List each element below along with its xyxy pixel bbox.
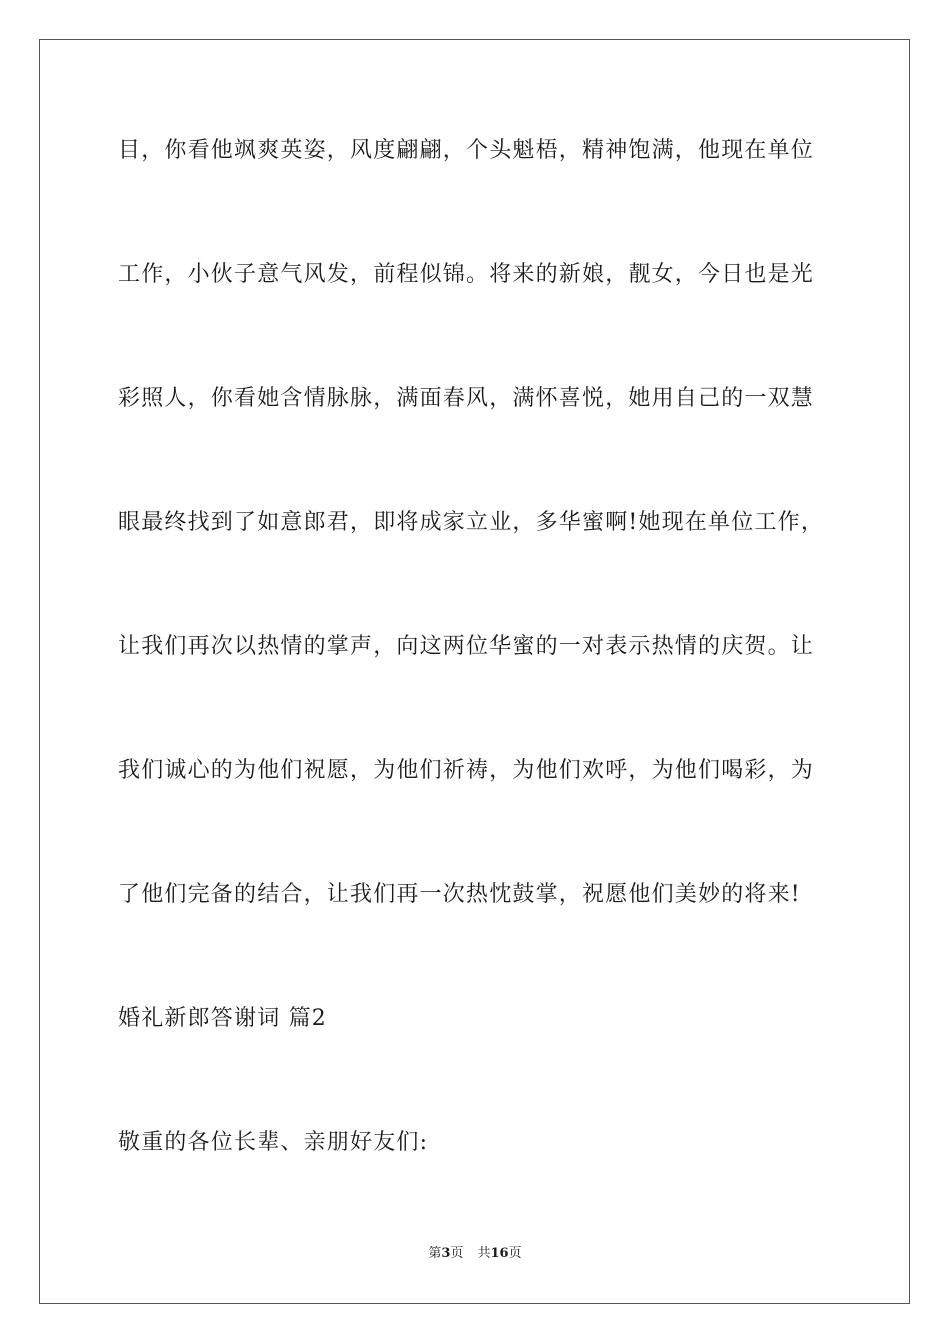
page-border — [39, 39, 910, 1304]
salutation-line: 敬重的各位长辈、亲朋好友们: — [118, 1130, 429, 1155]
total-suffix: 页 — [508, 1246, 522, 1261]
body-text-line: 让我们再次以热情的掌声，向这两位华蜜的一对表示热情的庆贺。让 — [118, 634, 815, 659]
total-pages: 16 — [490, 1246, 509, 1261]
body-text-line: 彩照人，你看她含情脉脉，满面春风，满怀喜悦，她用自己的一双慧 — [118, 386, 815, 411]
page-number: 3 — [441, 1246, 451, 1261]
body-text-line: 眼最终找到了如意郎君，即将成家立业，多华蜜啊!她现在单位工作， — [118, 510, 825, 535]
body-text-line: 我们诚心的为他们祝愿，为他们祈祷，为他们欢呼，为他们喝彩，为 — [118, 758, 815, 783]
body-text-line: 工作，小伙子意气风发，前程似锦。将来的新娘，靓女，今日也是光 — [118, 262, 815, 287]
body-text-line: 了他们完备的结合，让我们再一次热忱鼓掌，祝愿他们美妙的将来! — [118, 882, 801, 907]
total-prefix: 共 — [477, 1246, 491, 1261]
section-heading: 婚礼新郎答谢词 篇2 — [118, 1006, 327, 1031]
page-prefix: 第 — [428, 1246, 442, 1261]
body-text-line: 目，你看他飒爽英姿，风度翩翩，个头魁梧，精神饱满，他现在单位 — [118, 138, 815, 163]
page-footer — [0, 1245, 950, 1263]
page-suffix: 页 — [450, 1246, 464, 1261]
